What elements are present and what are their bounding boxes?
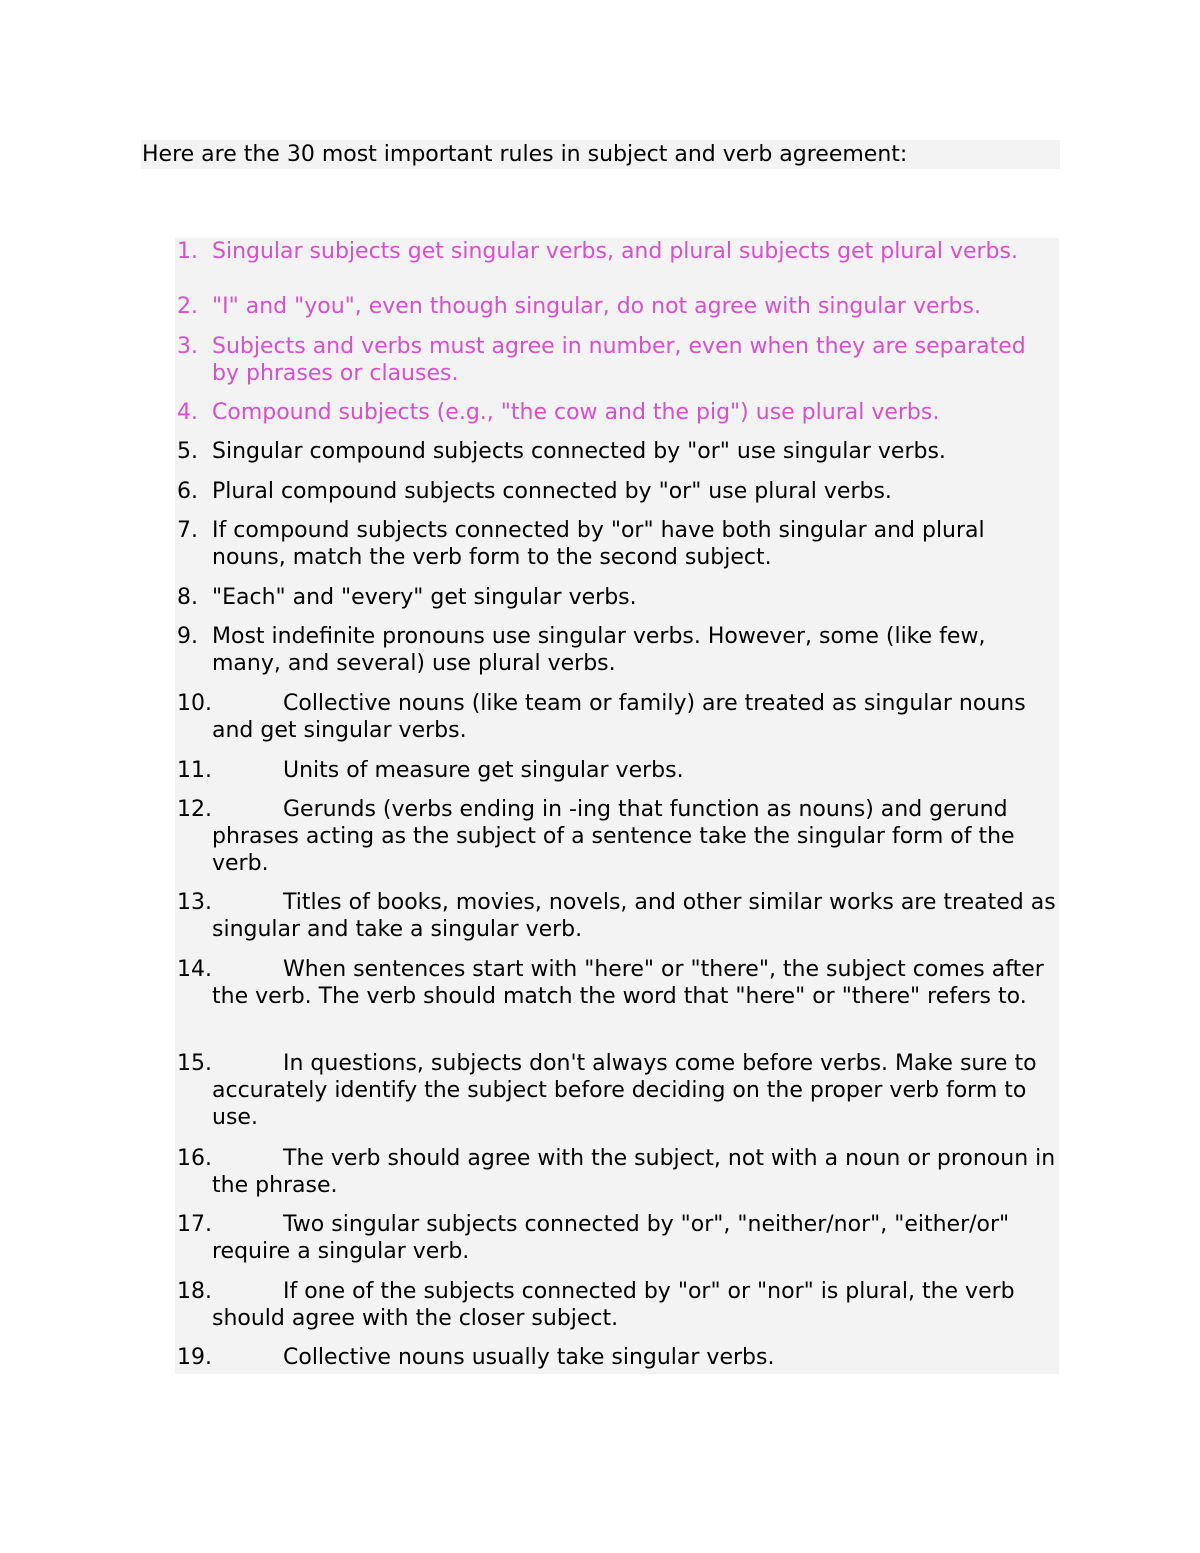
- rule-number: 18.: [177, 1279, 212, 1304]
- rule-number: 13.: [177, 890, 212, 915]
- rule-item-4: [175, 399, 1059, 426]
- rule-item-16: [175, 1145, 1059, 1199]
- rule-item-13: [175, 889, 1059, 943]
- rule-text: Most indefinite pronouns use singular verbs. However, some (like few, many, and several) use plural verbs.: [212, 624, 986, 676]
- rule-text: In questions, subjects don't always come before verbs. Make sure to accurately identify the subject before deciding on the proper verb form to use.: [212, 1051, 1037, 1130]
- rule-item-18: [175, 1278, 1059, 1332]
- rule-item-1: [175, 238, 1059, 265]
- rule-text: "I" and "you", even though singular, do not agree with singular verbs.: [212, 294, 981, 319]
- rule-number: 11.: [177, 758, 212, 783]
- rule-text: Units of measure get singular verbs.: [283, 758, 684, 783]
- rule-item-7: [175, 517, 1059, 571]
- rule-text: "Each" and "every" get singular verbs.: [212, 585, 637, 610]
- rule-number: 4.: [177, 400, 198, 425]
- rule-item-6: [175, 478, 1059, 505]
- rule-number: 12.: [177, 797, 212, 822]
- rules-list: [175, 238, 1059, 1374]
- rule-number: 9.: [177, 624, 198, 649]
- rule-item-10: [175, 690, 1059, 744]
- rule-item-12: [175, 796, 1059, 877]
- rule-number: 19.: [177, 1345, 212, 1370]
- rule-number: 1.: [177, 239, 198, 264]
- rule-text: Subjects and verbs must agree in number, even when they are separated by phrases or clauses.: [212, 334, 1026, 386]
- rule-text: Plural compound subjects connected by "or" use plural verbs.: [212, 479, 892, 504]
- rule-item-5: [175, 438, 1059, 465]
- rule-text: Singular compound subjects connected by "or" use singular verbs.: [212, 439, 946, 464]
- rule-text: If compound subjects connected by "or" have both singular and plural nouns, match the verb form to the second subject.: [212, 518, 985, 570]
- rule-text: Two singular subjects connected by "or", "neither/nor", "either/or" require a singular verb.: [212, 1212, 1010, 1264]
- rule-item-17: [175, 1211, 1059, 1265]
- rule-item-15: [175, 1050, 1059, 1131]
- rule-number: 10.: [177, 691, 212, 716]
- rule-item-8: [175, 584, 1059, 611]
- rule-item-19: [175, 1344, 1059, 1371]
- rule-item-2: [175, 293, 1059, 320]
- rule-item-3: [175, 333, 1059, 387]
- rule-number: 2.: [177, 294, 198, 319]
- rule-number: 16.: [177, 1146, 212, 1171]
- rule-text: If one of the subjects connected by "or" or "nor" is plural, the verb should agree with the closer subject.: [212, 1279, 1015, 1331]
- rule-number: 3.: [177, 334, 198, 359]
- rule-number: 6.: [177, 479, 198, 504]
- rule-text: Titles of books, movies, novels, and other similar works are treated as singular and take a singular verb.: [212, 890, 1056, 942]
- rule-text: Compound subjects (e.g., "the cow and the pig") use plural verbs.: [212, 400, 940, 425]
- rule-item-14: [175, 956, 1059, 1010]
- rule-number: 15.: [177, 1051, 212, 1076]
- rule-text: The verb should agree with the subject, not with a noun or pronoun in the phrase.: [212, 1146, 1056, 1198]
- rule-number: 17.: [177, 1212, 212, 1237]
- rule-text: Collective nouns usually take singular verbs.: [283, 1345, 775, 1370]
- rule-number: 14.: [177, 957, 212, 982]
- rule-text: Singular subjects get singular verbs, and plural subjects get plural verbs.: [212, 239, 1018, 264]
- rule-text: When sentences start with "here" or "there", the subject comes after the verb. The verb should match the word that "here" or "there" refers to.: [212, 957, 1044, 1009]
- rule-number: 8.: [177, 585, 198, 610]
- rule-number: 7.: [177, 518, 198, 543]
- rule-item-11: [175, 757, 1059, 784]
- intro-line: Here are the 30 most important rules in subject and verb agreement:: [141, 140, 1060, 169]
- rule-number: 5.: [177, 439, 198, 464]
- rule-text: Gerunds (verbs ending in -ing that function as nouns) and gerund phrases acting as the subject of a sentence take the singular form of the verb.: [212, 797, 1015, 876]
- rule-item-9: [175, 623, 1059, 677]
- rule-text: Collective nouns (like team or family) are treated as singular nouns and get singular verbs.: [212, 691, 1026, 743]
